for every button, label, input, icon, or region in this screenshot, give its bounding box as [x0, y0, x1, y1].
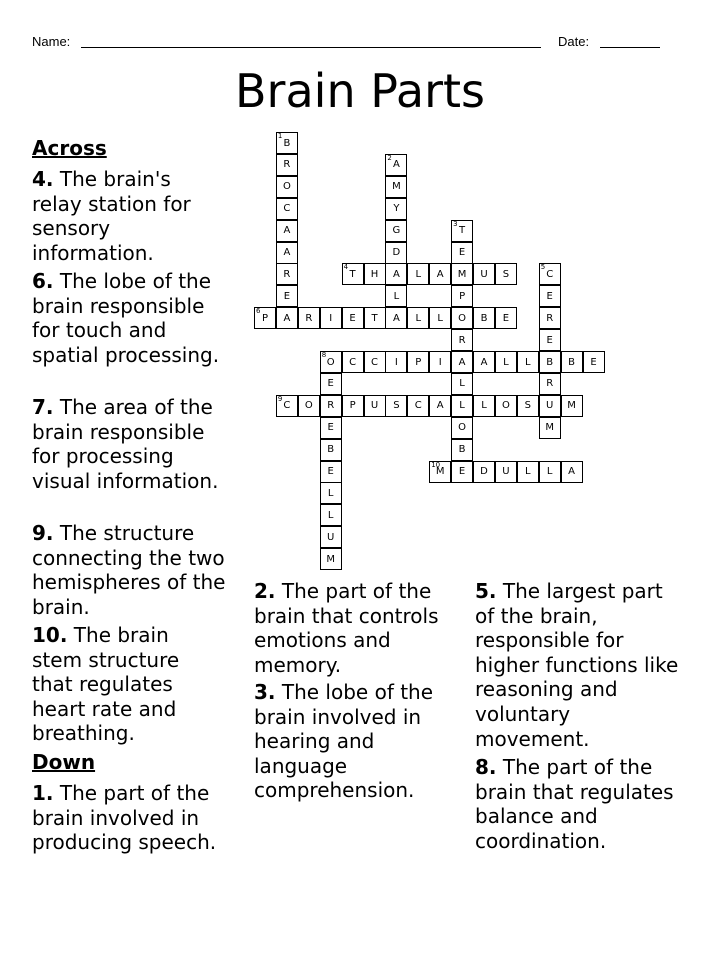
- clue-text: The area of the brain responsible for processing visual information.: [32, 395, 219, 493]
- crossword-cell[interactable]: [276, 395, 298, 417]
- cell-letter: L: [481, 400, 487, 412]
- crossword-cell[interactable]: [385, 198, 407, 220]
- crossword-cell[interactable]: [451, 263, 473, 285]
- cell-letter: M: [545, 422, 554, 434]
- crossword-cell[interactable]: [407, 395, 429, 417]
- cell-letter: M: [567, 400, 576, 412]
- crossword-cell[interactable]: [561, 395, 583, 417]
- cell-letter: M: [435, 466, 445, 477]
- cell-letter: U: [502, 466, 510, 477]
- cell-letter: C: [283, 203, 291, 215]
- crossword-cell[interactable]: [385, 220, 407, 242]
- date-label: Date:: [558, 34, 590, 49]
- cell-letter: L: [415, 312, 422, 324]
- crossword-cell[interactable]: [539, 417, 561, 439]
- cell-letter: T: [459, 225, 466, 237]
- page-title: Brain Parts: [235, 64, 485, 118]
- crossword-cell[interactable]: [276, 242, 298, 264]
- crossword-cell[interactable]: [385, 176, 407, 198]
- crossword-cell[interactable]: [451, 329, 473, 351]
- name-label: Name:: [32, 34, 71, 49]
- cell-letter: L: [393, 290, 400, 302]
- crossword-cell[interactable]: [429, 461, 451, 483]
- crossword-cell[interactable]: [320, 482, 342, 504]
- cell-letter: E: [349, 312, 356, 324]
- crossword-cell[interactable]: [385, 242, 407, 264]
- cell-letter: E: [590, 356, 597, 368]
- crossword-cell[interactable]: [429, 307, 451, 329]
- cell-letter: A: [458, 356, 466, 368]
- down-heading: Down: [32, 750, 96, 774]
- cell-letter: M: [326, 553, 335, 565]
- crossword-cell[interactable]: [451, 351, 473, 373]
- crossword-cell[interactable]: [342, 263, 364, 285]
- cell-letter: A: [568, 466, 576, 477]
- crossword-cell[interactable]: [451, 285, 473, 307]
- cell-letter: B: [283, 137, 291, 149]
- cell-letter: C: [414, 400, 422, 412]
- crossword-cell[interactable]: [451, 417, 473, 439]
- crossword-cell[interactable]: [473, 351, 495, 373]
- cell-letter: B: [480, 312, 488, 324]
- crossword-cell[interactable]: [254, 307, 276, 329]
- crossword-cell[interactable]: [429, 395, 451, 417]
- crossword-cell[interactable]: [320, 461, 342, 483]
- crossword-cell[interactable]: [539, 307, 561, 329]
- crossword-cell[interactable]: [495, 307, 517, 329]
- cell-letter: A: [480, 356, 488, 368]
- cell-letter: C: [546, 268, 554, 280]
- crossword-cell[interactable]: [407, 351, 429, 373]
- crossword-cell[interactable]: [451, 242, 473, 264]
- crossword-cell[interactable]: [473, 263, 495, 285]
- cell-letter: E: [327, 422, 334, 434]
- cell-letter: S: [393, 400, 400, 412]
- cell-letter: H: [370, 268, 379, 280]
- crossword-cell[interactable]: [320, 548, 342, 570]
- clue-down-8: [475, 755, 680, 853]
- crossword-cell[interactable]: [320, 417, 342, 439]
- crossword-cell[interactable]: [320, 526, 342, 548]
- crossword-cell[interactable]: [429, 351, 451, 373]
- cell-letter: R: [327, 400, 335, 412]
- cell-letter: R: [458, 334, 466, 346]
- crossword-cell[interactable]: [385, 395, 407, 417]
- crossword-cell[interactable]: [276, 285, 298, 307]
- cell-letter: R: [305, 312, 313, 324]
- cell-letter: O: [282, 181, 291, 193]
- cell-letter: L: [459, 378, 465, 390]
- crossword-cell[interactable]: [364, 307, 386, 329]
- cell-letter: B: [546, 356, 554, 368]
- crossword-cell[interactable]: [407, 307, 429, 329]
- cell-letter: R: [283, 159, 291, 171]
- cell-letter: A: [283, 312, 291, 324]
- cell-letter: A: [436, 268, 444, 280]
- clue-number: 3.: [254, 680, 276, 704]
- cell-letter: P: [349, 400, 356, 412]
- cell-letter: O: [458, 312, 467, 324]
- cell-letter: Y: [393, 203, 400, 215]
- crossword-cell[interactable]: [342, 351, 364, 373]
- clue-text: The part of the brain that regulates balance and coordination.: [475, 755, 674, 853]
- cell-letter: O: [458, 422, 467, 434]
- clue-number: 6.: [32, 269, 54, 293]
- clue-text: The lobe of the brain responsible for touch and spatial processing.: [32, 269, 220, 367]
- cell-letter: B: [327, 444, 335, 456]
- cell-letter: D: [392, 247, 401, 258]
- crossword-cell[interactable]: [517, 395, 539, 417]
- clue-down-1: [32, 781, 237, 855]
- crossword-cell[interactable]: [473, 307, 495, 329]
- crossword-cell[interactable]: [539, 285, 561, 307]
- crossword-cell[interactable]: [364, 351, 386, 373]
- crossword-cell[interactable]: [495, 461, 517, 483]
- cell-number: 1: [277, 132, 283, 140]
- cell-letter: U: [370, 400, 379, 412]
- crossword-cell[interactable]: [451, 307, 473, 329]
- crossword-cell[interactable]: [276, 132, 298, 154]
- crossword-cell[interactable]: [539, 461, 561, 483]
- cell-letter: P: [415, 356, 422, 368]
- cell-letter: P: [459, 290, 466, 302]
- clue-text: The part of the brain that controls emotions and memory.: [254, 579, 439, 677]
- cell-number: 6: [256, 307, 261, 316]
- cell-letter: O: [326, 356, 335, 368]
- crossword-cell[interactable]: [561, 351, 583, 373]
- clue-across-6: [32, 269, 237, 367]
- crossword-cell[interactable]: [561, 461, 583, 483]
- cell-letter: L: [525, 356, 531, 368]
- crossword-cell[interactable]: [539, 329, 561, 351]
- cell-letter: A: [392, 312, 400, 324]
- crossword-cell[interactable]: [451, 373, 473, 395]
- cell-letter: E: [458, 247, 466, 258]
- cell-letter: I: [329, 312, 333, 324]
- cell-letter: S: [524, 400, 531, 412]
- crossword-cell[interactable]: [276, 176, 298, 198]
- crossword-cell[interactable]: [517, 461, 539, 483]
- crossword-cell[interactable]: [385, 351, 407, 373]
- crossword-cell[interactable]: [385, 154, 407, 176]
- crossword-cell[interactable]: [320, 504, 342, 526]
- crossword-cell[interactable]: [276, 154, 298, 176]
- cell-letter: B: [568, 356, 576, 368]
- crossword-cell[interactable]: [407, 263, 429, 285]
- clue-text: The structure connecting the two hemispheres of the brain.: [32, 521, 226, 619]
- crossword-cell[interactable]: [364, 395, 386, 417]
- crossword-cell[interactable]: [495, 351, 517, 373]
- cell-number: 4: [343, 263, 349, 272]
- cell-letter: A: [392, 159, 400, 171]
- clue-text: The brain stem structure that regulates heart rate and breathing.: [32, 623, 180, 746]
- cell-letter: L: [327, 509, 334, 521]
- crossword-cell[interactable]: [385, 285, 407, 307]
- cell-letter: E: [327, 466, 334, 477]
- crossword-cell[interactable]: [473, 395, 495, 417]
- cell-letter: R: [283, 268, 291, 280]
- crossword-cell[interactable]: [276, 307, 298, 329]
- cell-letter: E: [502, 312, 510, 324]
- cell-letter: U: [327, 531, 335, 543]
- crossword-cell[interactable]: [320, 439, 342, 461]
- cell-letter: T: [349, 268, 356, 280]
- crossword-cell[interactable]: [298, 307, 320, 329]
- crossword-cell[interactable]: [385, 263, 407, 285]
- crossword-cell[interactable]: [583, 351, 605, 373]
- crossword-cell[interactable]: [473, 461, 495, 483]
- cell-letter: C: [283, 400, 291, 412]
- cell-letter: L: [437, 312, 443, 324]
- cell-letter: L: [503, 356, 509, 368]
- clue-number: 10.: [32, 623, 68, 647]
- cell-letter: M: [392, 181, 401, 193]
- cell-letter: E: [546, 290, 553, 302]
- cell-letter: O: [304, 400, 313, 412]
- crossword-cell[interactable]: [342, 395, 364, 417]
- cell-letter: E: [546, 334, 553, 346]
- crossword-cell[interactable]: [342, 307, 364, 329]
- clue-number: 4.: [32, 167, 54, 191]
- crossword-cell[interactable]: [320, 351, 342, 373]
- cell-letter: A: [283, 247, 291, 258]
- cell-letter: R: [546, 312, 554, 324]
- crossword-cell[interactable]: [451, 461, 473, 483]
- cell-letter: A: [392, 268, 400, 280]
- clue-number: 2.: [254, 579, 276, 603]
- clue-text: The brain's relay station for sensory information.: [32, 167, 191, 265]
- cell-letter: C: [349, 356, 357, 368]
- clue-across-4: [32, 167, 222, 265]
- clue-number: 1.: [32, 781, 54, 805]
- clue-across-7: [32, 395, 227, 493]
- clue-number: 9.: [32, 521, 54, 545]
- cell-letter: G: [392, 225, 401, 237]
- clue-text: The largest part of the brain, responsible for higher functions like reasoning and voluntary movement.: [475, 579, 679, 751]
- cell-letter: O: [501, 400, 510, 412]
- crossword-cell[interactable]: [276, 263, 298, 285]
- clue-text: The part of the brain involved in producing speech.: [32, 781, 217, 855]
- clue-down-5: [475, 579, 685, 751]
- cell-letter: C: [371, 356, 378, 368]
- cell-number: 9: [277, 394, 283, 403]
- cell-number: 10: [431, 460, 441, 469]
- cell-letter: B: [458, 444, 466, 456]
- crossword-cell[interactable]: [451, 220, 473, 242]
- cell-letter: D: [480, 466, 488, 477]
- crossword-cell[interactable]: [451, 395, 473, 417]
- cell-letter: U: [546, 400, 554, 412]
- cell-number: 3: [453, 219, 458, 228]
- crossword-cell[interactable]: [298, 395, 320, 417]
- cell-letter: I: [438, 356, 442, 368]
- clue-text: The lobe of the brain involved in hearing and language comprehension.: [254, 680, 434, 803]
- crossword-cell[interactable]: [539, 395, 561, 417]
- date-field[interactable]: [600, 47, 660, 48]
- cell-number: 2: [387, 153, 392, 162]
- clue-across-9: [32, 521, 232, 619]
- cell-number: 5: [540, 263, 546, 272]
- crossword-cell[interactable]: [276, 220, 298, 242]
- cell-letter: L: [327, 487, 334, 499]
- crossword-cell[interactable]: [539, 351, 561, 373]
- cell-letter: E: [458, 466, 466, 477]
- clue-number: 7.: [32, 395, 54, 419]
- crossword-cell[interactable]: [517, 351, 539, 373]
- cell-letter: P: [261, 312, 269, 324]
- crossword-cell[interactable]: [451, 439, 473, 461]
- crossword-cell[interactable]: [364, 263, 386, 285]
- cell-letter: T: [371, 312, 378, 324]
- cell-letter: M: [457, 268, 467, 280]
- cell-letter: R: [546, 378, 554, 390]
- crossword-cell[interactable]: [320, 373, 342, 395]
- crossword-cell[interactable]: [539, 373, 561, 395]
- cell-letter: E: [327, 378, 334, 390]
- crossword-cell[interactable]: [539, 263, 561, 285]
- cell-letter: L: [459, 400, 465, 412]
- cell-letter: L: [415, 268, 422, 280]
- cell-letter: L: [546, 466, 553, 477]
- clue-number: 8.: [475, 755, 497, 779]
- cell-letter: L: [525, 466, 531, 477]
- crossword-cell[interactable]: [320, 307, 342, 329]
- crossword-cell[interactable]: [385, 307, 407, 329]
- crossword-cell[interactable]: [429, 263, 451, 285]
- across-heading: Across: [32, 136, 107, 160]
- cell-letter: E: [283, 290, 291, 302]
- crossword-cell[interactable]: [320, 395, 342, 417]
- cell-letter: A: [283, 225, 291, 237]
- clue-across-10: [32, 623, 222, 746]
- cell-letter: U: [480, 268, 488, 280]
- clue-number: 5.: [475, 579, 497, 603]
- clue-down-3: [254, 680, 464, 803]
- crossword-cell[interactable]: [495, 395, 517, 417]
- crossword-cell[interactable]: [495, 263, 517, 285]
- cell-number: 8: [321, 351, 327, 359]
- cell-letter: I: [394, 356, 398, 368]
- crossword-cell[interactable]: [276, 198, 298, 220]
- name-field[interactable]: [81, 47, 541, 48]
- clue-down-2: [254, 579, 459, 677]
- cell-letter: S: [502, 268, 510, 280]
- cell-letter: A: [436, 400, 444, 412]
